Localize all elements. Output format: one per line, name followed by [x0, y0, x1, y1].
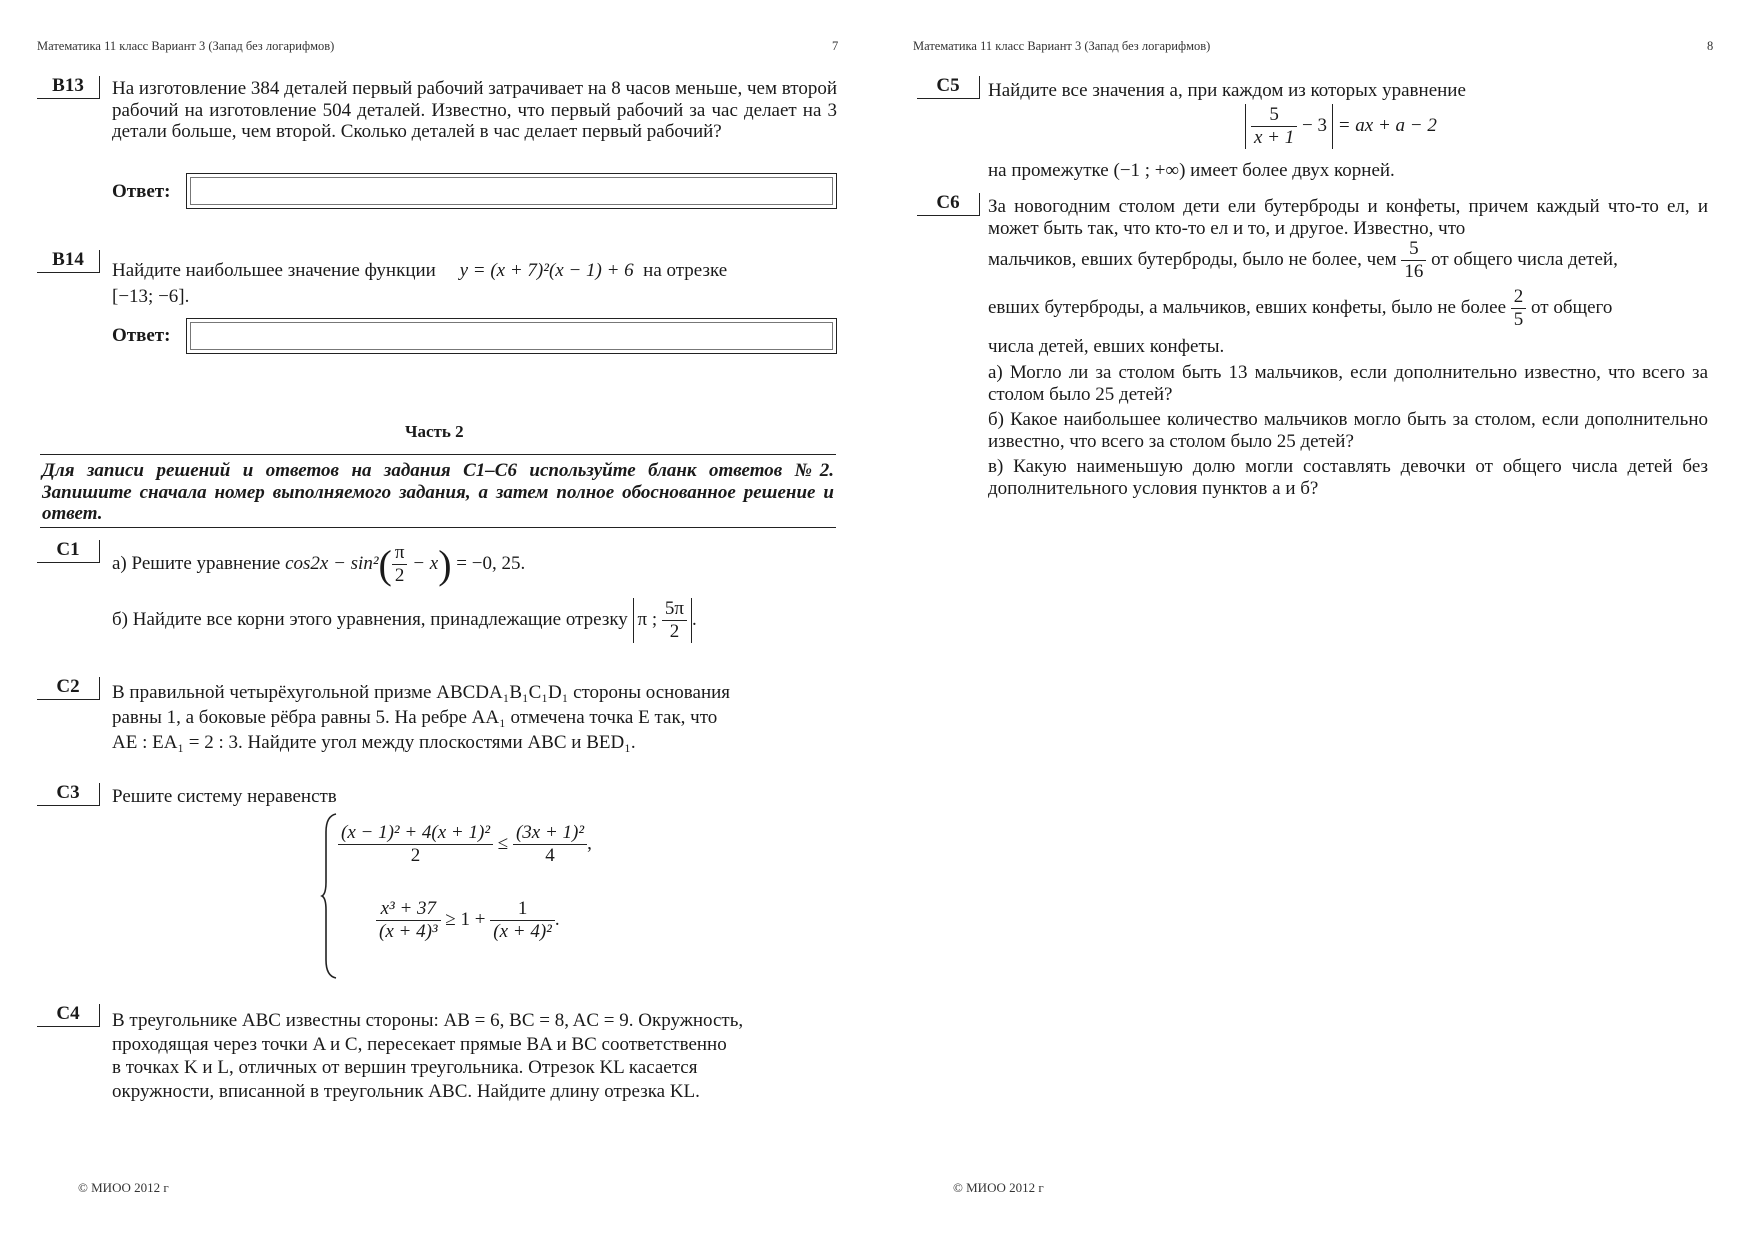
- answer-box-b14[interactable]: [186, 318, 837, 354]
- answer-label: Ответ:: [112, 325, 171, 346]
- page-header: Математика 11 класс Вариант 3 (Запад без логарифмов): [913, 39, 1211, 53]
- c2-line-3: AE : EA₁ = 2 : 3. Найдите угол между плоскостями ABC и BED₁.: [112, 732, 636, 753]
- divider: [40, 454, 836, 455]
- answer-label: Ответ:: [112, 181, 171, 202]
- b14-interval: [−13; −6].: [112, 286, 190, 307]
- divider: [40, 527, 836, 528]
- c6-line-2a: мальчиков, евших бутерброды, было не более, чем: [988, 248, 1397, 270]
- ineq2-num: x³ + 37: [376, 898, 441, 921]
- c6-question-a: а) Могло ли за столом быть 13 мальчиков, если дополнительно известно, что всего за столом было 25 детей?: [988, 362, 1708, 405]
- c6-frac2-den: 5: [1513, 309, 1524, 330]
- answer-box-b13[interactable]: [186, 173, 837, 209]
- c1-a-expr-left: cos2x − sin²: [285, 552, 379, 574]
- c1-a-label: а) Решите уравнение: [112, 552, 281, 574]
- c6-line-1: За новогодним столом дети ели бутерброды и конфеты, причем каждый что-то ел, и может быть так, что кто-то ел и то, и другое. Известно, что: [988, 196, 1708, 239]
- task-tag-c1: C1: [37, 540, 100, 563]
- c2-line-2: равны 1, а боковые рёбра равны 5. На ребре AA₁ отмечена точка E так, что: [112, 707, 718, 728]
- b14-function: y = (x + 7)²(x − 1) + 6: [459, 260, 634, 281]
- task-tag-b14: B14: [37, 250, 100, 273]
- c1-a-expr-right: = −0, 25.: [456, 552, 526, 574]
- c1-b-label: б) Найдите все корни этого уравнения, принадлежащие отрезку: [112, 608, 628, 630]
- part-2-heading: Часть 2: [405, 422, 464, 441]
- c6-line-2b: от общего числа детей,: [1431, 248, 1618, 270]
- c2-line-1: В правильной четырёхугольной призме ABCDA₁B₁C₁D₁ стороны основания: [112, 682, 731, 703]
- task-c3-text: Решите систему неравенств: [112, 786, 337, 807]
- ineq1-rden: 4: [545, 845, 555, 866]
- task-tag-c4: C4: [37, 1004, 100, 1027]
- ineq1-num: (x − 1)² + 4(x + 1)²: [338, 822, 493, 845]
- c4-line-3: в точках K и L, отличных от вершин треугольника. Отрезок KL касается: [112, 1057, 698, 1078]
- c6-question-c: в) Какую наименьшую долю могли составлять девочки от общего числа детей без дополнительного условия пунктов а и б?: [988, 456, 1708, 499]
- task-tag-c2: C2: [37, 677, 100, 700]
- c1-a-frac-den: 2: [394, 565, 405, 586]
- c6-frac1-den: 16: [1404, 261, 1424, 282]
- c5-abs-rest: − 3: [1302, 114, 1327, 136]
- page-number: 7: [832, 39, 839, 53]
- c1-b-left: π ;: [637, 608, 658, 630]
- c4-line-4: окружности, вписанной в треугольник ABC. Найдите длину отрезка KL.: [112, 1080, 700, 1102]
- task-c4-text: [112, 1009, 837, 1103]
- c5-rhs: = ax + a − 2: [1337, 114, 1437, 136]
- ineq1-rnum: (3x + 1)²: [513, 822, 587, 845]
- page-footer: © МИОО 2012 г: [953, 1180, 1044, 1195]
- task-tag-c3: C3: [37, 783, 100, 806]
- ineq1-op: ≤: [497, 832, 509, 854]
- c6-frac2-num: 2: [1511, 286, 1527, 309]
- page-number: 8: [1707, 39, 1714, 53]
- c5-frac-den: x + 1: [1254, 127, 1295, 148]
- inequality-2: $\frac{\text{x³ + 37}}{\text{(x + 4)³}}$ ≥ 1 + $\frac{1}{\text{(x + 4)²}}$ .: [376, 898, 646, 943]
- c6-line-3a: евших бутерброды, а мальчиков, евших конфеты, было не более: [988, 296, 1507, 318]
- c4-line-1: В треугольнике ABC известны стороны: AB = 6, BC = 8, AC = 9. Окружность,: [112, 1010, 744, 1031]
- c5-frac-num: 5: [1251, 104, 1297, 127]
- c6-line-2: [988, 238, 1708, 283]
- ineq1-den: 2: [410, 845, 421, 866]
- task-b13-text: На изготовление 384 деталей первый рабочий затрачивает на 8 часов меньше, чем второй рабочий на изготовление 504 деталей. Известно, что первый рабочий за час делает на 3 детали больше, чем второй. Сколько деталей в час делает первый рабочий?: [112, 78, 837, 142]
- c6-line-3b: от общего: [1531, 296, 1613, 318]
- c4-line-2: проходящая через точки A и C, пересекает прямые BA и BC соответственно: [112, 1033, 727, 1055]
- c6-frac1-num: 5: [1401, 238, 1426, 261]
- page-right: [877, 0, 1754, 1239]
- task-c1-part-a: а) Решите уравнение cos2x − sin²( $\frac{\pi}{2}$ − x) = −0, 25.: [112, 541, 526, 587]
- c1-b-frac-num: 5π: [662, 598, 687, 621]
- task-c2-text: [112, 680, 837, 755]
- c1-b-frac-den: 2: [669, 621, 680, 642]
- inequality-1: $\frac{\text{(x − 1)² + 4(x + 1)²}}{2}$ ≤ $\frac{\text{(3x + 1)²}}{4}$ ,: [338, 822, 638, 867]
- page-header: Математика 11 класс Вариант 3 (Запад без логарифмов): [37, 39, 335, 53]
- task-b14-text: [112, 258, 837, 310]
- c1-a-frac-num: π: [392, 542, 408, 565]
- system-brace: [320, 812, 340, 980]
- page-footer: © МИОО 2012 г: [78, 1180, 169, 1195]
- c1-a-expr-mid: − x: [412, 552, 439, 574]
- ineq2-rden: (x + 4)²: [493, 921, 552, 942]
- c5-equation: [1245, 104, 1545, 149]
- ineq2-op: ≥ 1 +: [445, 908, 486, 930]
- c6-line-4: числа детей, евших конфеты.: [988, 336, 1225, 357]
- c6-line-3: [988, 286, 1708, 331]
- task-c5-text: Найдите все значения a, при каждом из которых уравнение: [988, 80, 1466, 101]
- part-2-instructions: Для записи решений и ответов на задания С1–С6 используйте бланк ответов №2. Запишите сначала номер выполняемого задания, а затем полное обоснованное решение и ответ.: [42, 460, 834, 524]
- task-c1-part-b: б) Найдите все корни этого уравнения, принадлежащие отрезку π ; $\frac{5\pi}{2}$ .: [112, 598, 697, 642]
- task-tag-c6: C6: [917, 193, 980, 216]
- c6-question-b: б) Какое наибольшее количество мальчиков могло быть за столом, если дополнительно известно, что всего за столом было 25 детей?: [988, 409, 1708, 452]
- c5-after-text: на промежутке (−1 ; +∞) имеет более двух корней.: [988, 160, 1395, 181]
- b14-text-b: на отрезке: [643, 260, 728, 281]
- ineq2-rnum: 1: [490, 898, 555, 921]
- task-tag-c5: C5: [917, 76, 980, 99]
- b14-text-a: Найдите наибольшее значение функции: [112, 260, 436, 281]
- ineq2-den: (x + 4)³: [379, 921, 438, 942]
- task-tag-b13: B13: [37, 76, 100, 99]
